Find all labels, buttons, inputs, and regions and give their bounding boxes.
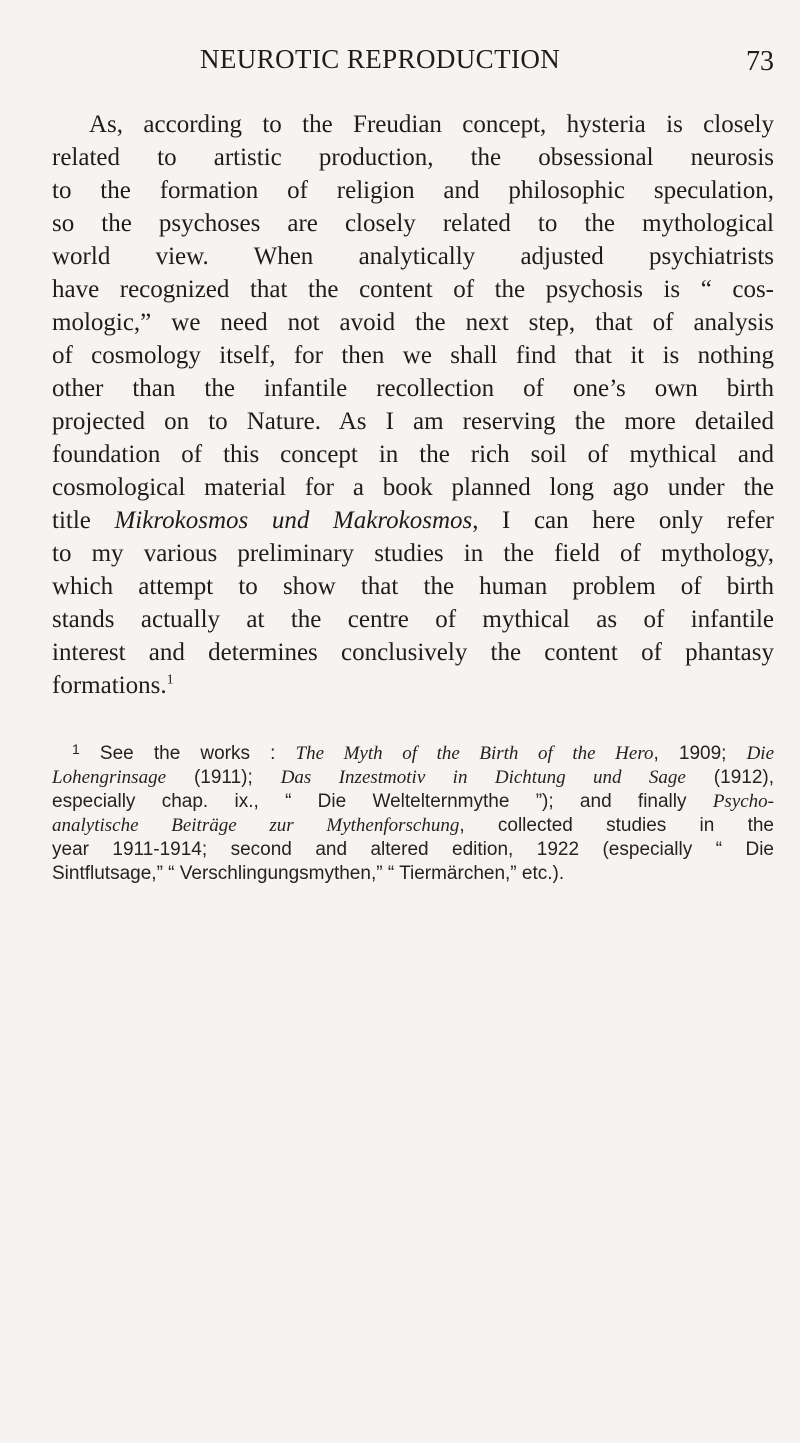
body-line bbox=[52, 504, 774, 537]
footnote-line: Sintflutsage,” “ Verschlingungsmythen,” “ Tiermärchen,” etc.). bbox=[52, 863, 565, 884]
body-line: so the psychoses are closely related to the mythological bbox=[52, 210, 774, 237]
body-line: other than the infantile recollection of one’s own birth bbox=[52, 375, 774, 402]
footnote-text-segment: especially chap. ix., “ Die Weltelternmythe ”); and finally bbox=[52, 791, 687, 812]
body-text-segment: title bbox=[52, 507, 115, 534]
footnote-title-italic: Die bbox=[746, 743, 775, 764]
body-text-segment: formations. bbox=[52, 672, 167, 699]
body-line: which attempt to show that the human problem of birth bbox=[52, 573, 774, 600]
footnote-text-segment: (1912), bbox=[685, 767, 775, 788]
footnote-text-segment: (1911); bbox=[166, 767, 281, 788]
footnote-line: year 1911-1914; second and altered edition, 1922 (especially “ Die bbox=[52, 839, 774, 860]
footnote-reference[interactable]: 1 bbox=[166, 672, 174, 688]
footnote-title-italic: The Myth of the Birth of the Hero bbox=[295, 743, 654, 764]
body-line: stands actually at the centre of mythical as of infantile bbox=[52, 606, 774, 633]
page-header bbox=[52, 0, 774, 92]
footnote-marker: 1 bbox=[72, 741, 80, 757]
body-text-segment: , I can here only refer bbox=[472, 507, 775, 534]
body-line: foundation of this concept in the rich soil of mythical and bbox=[52, 441, 774, 468]
running-title: NEUROTIC REPRODUCTION bbox=[200, 44, 561, 74]
footnote-line bbox=[52, 766, 774, 790]
body-line: cosmological material for a book planned long ago under the bbox=[52, 474, 774, 501]
footnote-line bbox=[52, 814, 774, 838]
book-title-italic: Mikrokosmos und Makrokosmos bbox=[114, 507, 473, 534]
footnote-title-italic: Lohengrinsage bbox=[52, 767, 166, 788]
body-line: As, according to the Freudian concept, hysteria is closely bbox=[89, 111, 774, 138]
footnote-text-segment: , collected studies in the bbox=[459, 815, 774, 836]
body-line: of cosmology itself, for then we shall find that it is nothing bbox=[52, 342, 774, 369]
footnote-title-italic: Das Inzestmotiv in Dichtung und Sage bbox=[280, 767, 686, 788]
body-line: related to artistic production, the obsessional neurosis bbox=[52, 144, 774, 171]
body-line: mologic,” we need not avoid the next step, that of analysis bbox=[52, 309, 774, 336]
body-line: world view. When analytically adjusted psychiatrists bbox=[52, 243, 774, 270]
body-line: to my various preliminary studies in the field of mythology, bbox=[52, 540, 774, 567]
body-line bbox=[52, 669, 774, 702]
body-paragraph bbox=[52, 108, 774, 702]
footnote-title-italic: Psycho- bbox=[712, 791, 775, 812]
footnote-title-italic: analytische Beiträge zur Mythenforschung bbox=[52, 815, 460, 836]
footnote bbox=[52, 742, 774, 886]
body-line: projected on to Nature. As I am reserving the more detailed bbox=[52, 408, 774, 435]
page-number: 73 bbox=[746, 46, 774, 77]
footnote-line bbox=[52, 790, 774, 814]
footnote-text-segment: , 1909; bbox=[653, 743, 747, 764]
book-page bbox=[52, 0, 775, 884]
body-line: to the formation of religion and philosophic speculation, bbox=[52, 177, 774, 204]
footnote-text-segment: See the works : bbox=[99, 743, 296, 764]
body-line: interest and determines conclusively the content of phantasy bbox=[52, 639, 774, 666]
body-line: have recognized that the content of the psychosis is “ cos- bbox=[52, 276, 774, 303]
footnote-line bbox=[52, 742, 774, 766]
